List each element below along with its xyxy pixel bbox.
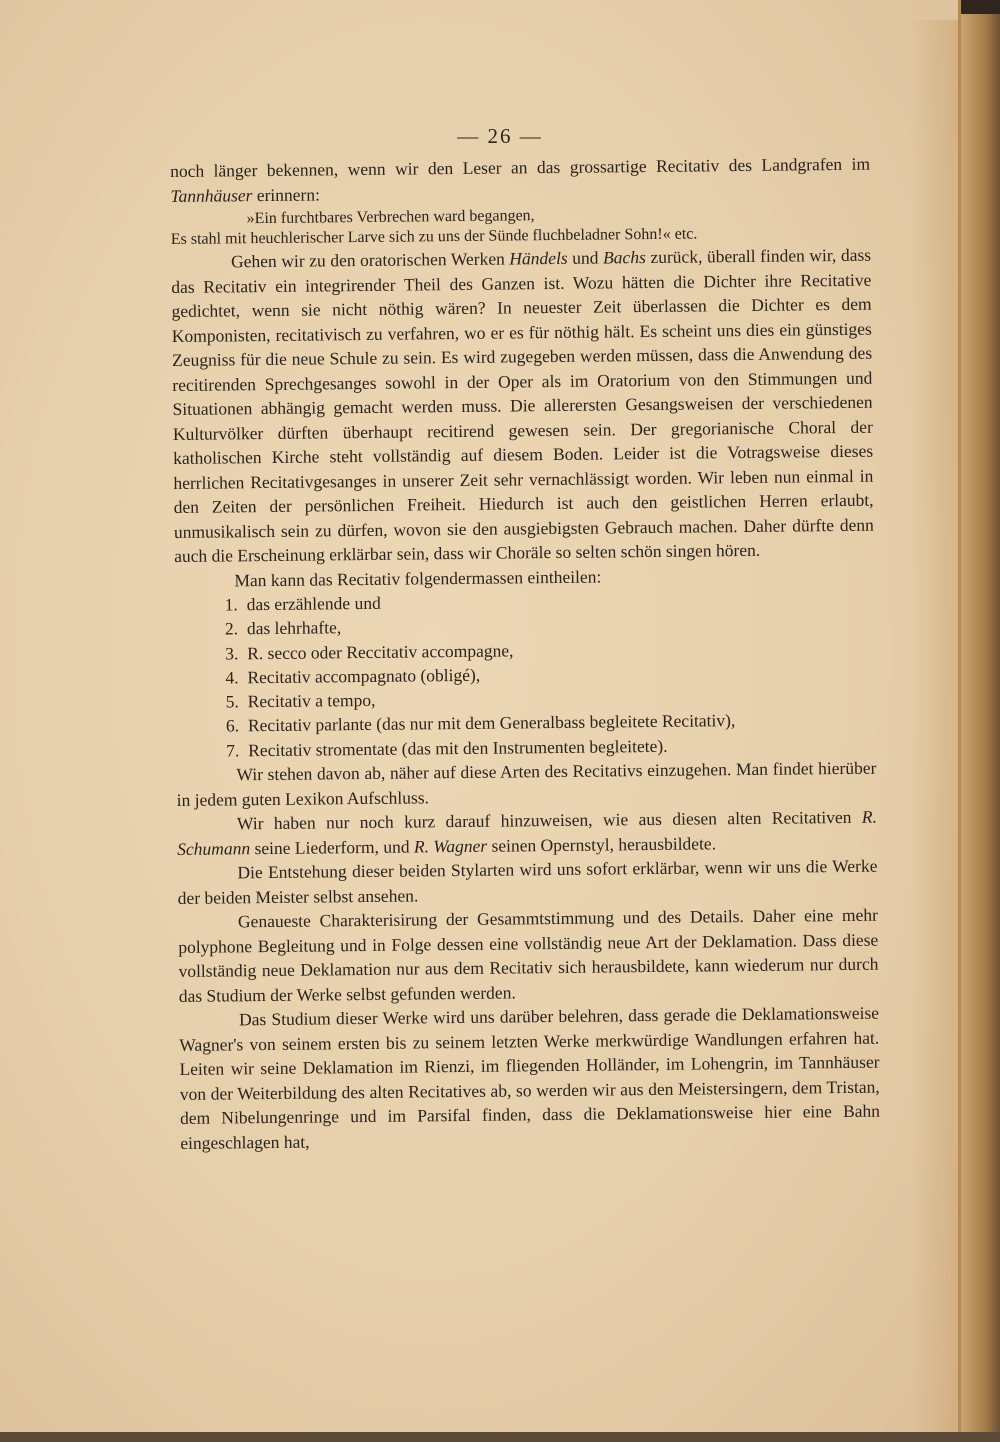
- list-item: 4. Recitativ accompagnato (obligé),: [225, 664, 481, 688]
- adjacent-page-edge: [961, 14, 1000, 1432]
- quote-line-2: Es stahl mit heuchlerischer Larve sich zu uns der Sünde fluchbeladner Sohn!« etc.: [170, 225, 698, 248]
- list-item: 7. Recitativ stromentate (das mit den Instrumenten begleitete).: [226, 735, 668, 761]
- emphasis-wagner: R. Wagner: [413, 835, 488, 857]
- quote-line-1: »Ein furchtbares Verbrechen ward begangen,: [246, 207, 535, 228]
- list-item: 6. Recitativ parlante (das nur mit dem Generalbass begleitete Recitativ),: [225, 710, 736, 736]
- list-item: 3. R. secco oder Reccitativ accompagne,: [225, 640, 514, 664]
- book-bottom-edge: [0, 1432, 1000, 1442]
- emphasis-tannhaeuser: Tannhäuser: [170, 184, 253, 206]
- emphasis-bachs: Bachs: [602, 247, 646, 268]
- paragraph-8: Das Studium dieser Werke wird uns darüber belehren, dass gerade die Deklamationsweise Wagner's von seinem ersten bis zu seinem letzten Werke merkwürdige Wandlungen erfahren hat. Leiten wir seine Deklamation im Rienzi, im fliegenden Holländer, im Lohengrin, im Tannhäuser von der Weiterbildung des alten Recitatives ab, so werden wir aus den Meistersingern, dem Tristan, dem Nibelungenringe und im Parsifal finden, dass die Deklamationsweise hier eine Bahn eingeschlagen hat,: [179, 1002, 881, 1153]
- emphasis-haendels: Händels: [509, 247, 568, 269]
- page-number: — 26 —: [457, 124, 543, 148]
- paragraph-7: Genaueste Charakterisirung der Gesammtstimmung und des Details. Daher eine mehr polyphone Begleitung und in Folge dessen eine vollständig neue Art der Deklamation. Dass diese vollständig neue Deklamation nur aus dem Recitativ sich herausbildete, kann wiederum nur durch das Studium der Werke selbst gefunden werden.: [178, 904, 879, 1006]
- page-body-text: [170, 152, 880, 1155]
- paragraph-3: Man kann das Recitativ folgendermassen eintheilen:: [234, 566, 602, 590]
- list-item: 1. das erzählende und: [224, 592, 381, 615]
- list-item: 2. das lehrhafte,: [224, 617, 342, 639]
- page-fold-shadow: [910, 20, 958, 1432]
- recitativ-list: [175, 586, 877, 763]
- paragraph-5: Wir haben nur noch kurz darauf hinzuweisen, wie aus diesen alten Recitativen R. Schumann seine Liederform, und R. Wagner seinen Opernstyl, herausbildete.: [177, 806, 878, 859]
- emphasis-schumann: R. Schumann: [177, 806, 878, 859]
- paragraph-1: noch länger bekennen, wenn wir den Leser an das grossartige Recitativ des Landgrafen im Tannhäuser erinnern:: [170, 153, 871, 206]
- paragraph-6: Die Entstehung dieser beiden Stylarten wird uns sofort erklärbar, wenn wir uns die Werke der beiden Meister selbst ansehen.: [177, 855, 878, 908]
- paragraph-2: Gehen wir zu den oratorischen Werken Händels und Bachs zurück, überall finden wir, dass das Recitativ ein integrirender Theil des Ganzen ist. Wozu hätten die Dichter ihre Recitative gedichtet, wenn sie nicht nöthig wären? In neuester Zeit überlassen die Dichter es dem Komponisten, recitativisch zu verfahren, wo er es für nöthig hält. Es scheint uns dies ein günstiges Zeugniss für die neue Schule zu sein. Es wird zugegeben werden müssen, dass die Anwendung des recitirenden Sprechgesanges sowohl in der Oper als im Oratorium von den Stimmungen und Situationen abhängig gemacht werden muss. Die allerersten Gesangsweisen der verschiedenen Kulturvölker dürften überhaupt recitirend gewesen sein. Der gregorianische Choral der katholischen Kirche steht vollständig auf diesem Boden. Leider ist die Votragsweise dieses herrlichen Recitativgesanges in unserer Zeit sehr vernachlässigt worden. Wir leben nun einmal in den Zeiten der persönlichen Freiheit. Hiedurch ist auch den geistlichen Herren erlaubt, unmusikalisch sein zu dürfen, wovon sie den ausgiebigsten Gebrauch machen. Daher dürfte denn auch die Erscheinung erklärbar sein, dass wir Choräle so selten schön singen hören.: [171, 244, 874, 566]
- list-item: 5. Recitativ a tempo,: [225, 690, 376, 712]
- paragraph-4: Wir stehen davon ab, näher auf diese Arten des Recitativs einzugehen. Man findet hierüber in jedem guten Lexikon Aufschluss.: [176, 757, 877, 810]
